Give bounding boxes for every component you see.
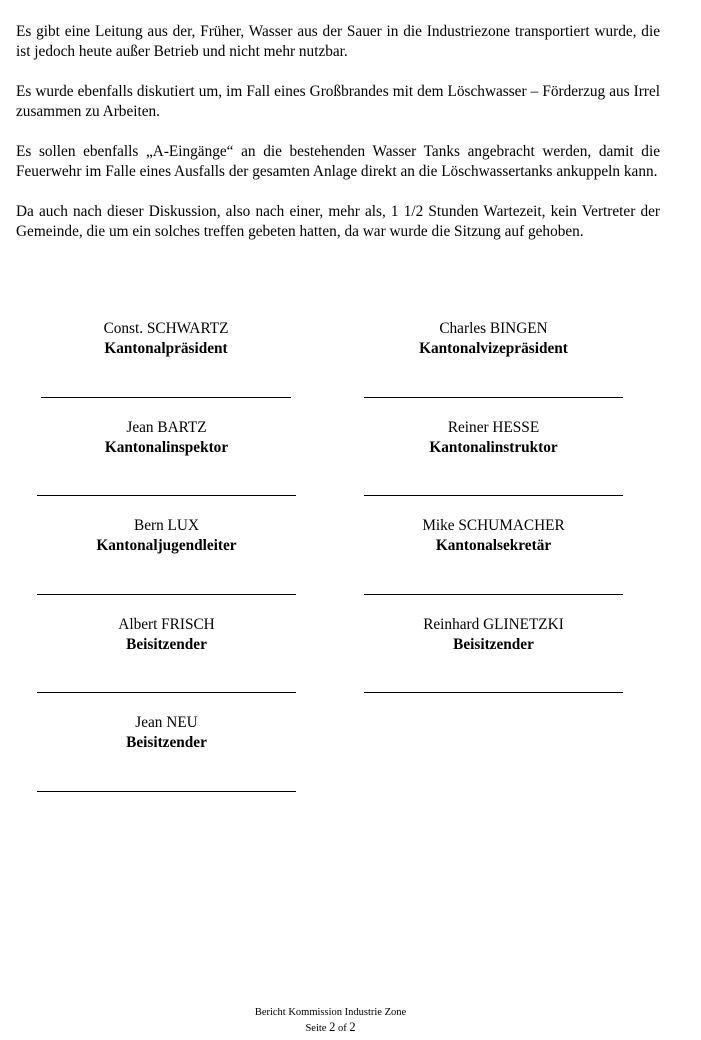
signatory-role: Kantonalsekretär — [435, 537, 552, 554]
signatory-role: Kantonalvizepräsident — [419, 340, 568, 357]
signatory-role: Kantonaljugendleiter — [96, 537, 237, 554]
signature-lux — [37, 516, 296, 596]
page-current: 2 — [329, 1020, 336, 1034]
signature-glinetzki — [364, 615, 623, 695]
signatory-name: Jean BARTZ — [126, 419, 207, 436]
signatory-role: Beisitzender — [126, 636, 207, 653]
signature-line — [364, 692, 623, 693]
signatory-role: Beisitzender — [453, 636, 534, 653]
page-number — [0, 1020, 661, 1036]
report-title: Bericht Kommission Industrie Zone — [254, 1007, 407, 1018]
page-total: 2 — [349, 1020, 356, 1034]
signatory-name: Const. SCHWARTZ — [103, 320, 229, 337]
signature-frisch — [37, 615, 296, 695]
signature-line — [37, 495, 296, 496]
signature-line — [37, 594, 296, 595]
signatory-name: Albert FRISCH — [118, 616, 215, 633]
signatory-name: Bern LUX — [134, 517, 199, 534]
paragraph-4: Da auch nach dieser Diskussion, also nach einer, mehr als, 1 1/2 Stunden Wartezeit, kein Vertreter der Gemeinde, die um ein solches treffen gebeten hatten, da war wurde die Sitzung auf gehoben. — [16, 203, 660, 240]
signature-bingen — [364, 319, 623, 399]
signatory-role: Beisitzender — [126, 734, 207, 751]
signature-line — [364, 397, 623, 398]
page-footer — [0, 1006, 661, 1036]
signature-line — [37, 692, 296, 693]
signature-schwartz — [41, 319, 291, 399]
paragraph-1: Es gibt eine Leitung aus der, Früher, Wasser aus der Sauer in die Industriezone transportiert wurde, die ist jedoch heute außer Betrieb und nicht mehr nutzbar. — [16, 23, 660, 60]
paragraph-2: Es wurde ebenfalls diskutiert um, im Fall eines Großbrandes mit dem Löschwasser – Förderzug aus Irrel zusammen zu Arbeiten. — [16, 83, 660, 120]
signature-hesse — [364, 418, 623, 498]
page-of: of — [337, 1023, 347, 1034]
signature-schumacher — [364, 516, 623, 596]
signatory-name: Reinhard GLINETZKI — [423, 616, 564, 633]
signature-neu — [37, 713, 296, 793]
signatory-role: Kantonalpräsident — [104, 340, 228, 357]
paragraph-3: Es sollen ebenfalls „A-Eingänge“ an die bestehenden Wasser Tanks angebracht werden, damit die Feuerwehr im Falle eines Ausfalls der gesamten Anlage direkt an die Löschwassertanks ankuppeln kann. — [16, 143, 660, 180]
signatory-role: Kantonalinspektor — [104, 439, 229, 456]
signature-line — [37, 791, 296, 792]
signatory-role: Kantonalinstruktor — [429, 439, 558, 456]
page-prefix: Seite — [305, 1023, 327, 1034]
signature-line — [364, 495, 623, 496]
signatory-name: Charles BINGEN — [439, 320, 548, 337]
body-text — [16, 22, 660, 262]
signature-line — [364, 594, 623, 595]
signature-bartz — [37, 418, 296, 498]
signatory-name: Reiner HESSE — [447, 419, 540, 436]
signatory-name: Mike SCHUMACHER — [422, 517, 565, 534]
signatory-name: Jean NEU — [135, 714, 198, 731]
signature-line — [41, 397, 291, 398]
